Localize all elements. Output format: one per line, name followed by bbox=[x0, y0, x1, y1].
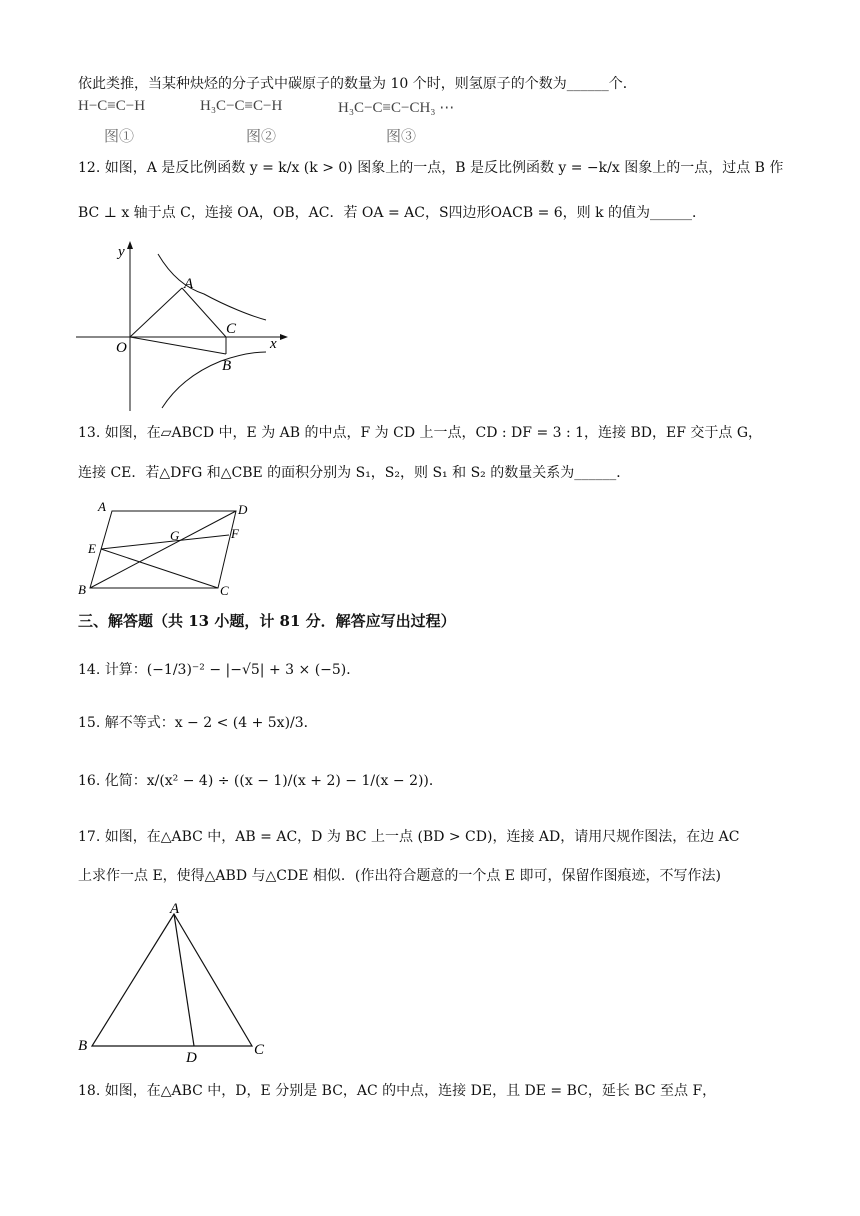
label-D: D bbox=[238, 502, 248, 517]
label-D: D bbox=[186, 1050, 197, 1066]
caption-2: 图② bbox=[246, 127, 277, 145]
molecule-3: H₃C−C≡C−CH₃ ⋯ bbox=[338, 100, 455, 116]
q17-line1: 17. 如图，在△ABC 中，AB = AC，D 为 BC 上一点 (BD > CD)，连接 AD，请用尺规作图法，在边 AC bbox=[78, 829, 740, 845]
label-C: C bbox=[254, 1042, 265, 1058]
q12-line1: 12. 如图，A 是反比例函数 y = k/x (k > 0) 图象上的一点，B 是反比例函数 y = −k/x 图象上的一点，过点 B 作 bbox=[78, 160, 784, 176]
label-E: E bbox=[88, 541, 96, 556]
label-F: F bbox=[231, 526, 239, 541]
label-B: B bbox=[78, 1038, 88, 1054]
caption-1: 图① bbox=[104, 127, 135, 145]
label-B: B bbox=[78, 582, 86, 597]
label-A: A bbox=[170, 901, 180, 917]
section-title: 三、解答题（共 13 小题，计 81 分．解答应写出过程） bbox=[78, 612, 456, 630]
label-y: y bbox=[118, 244, 125, 260]
q13-line2: 连接 CE．若△DFG 和△CBE 的面积分别为 S₁，S₂，则 S₁ 和 S₂ 的数量关系为______． bbox=[78, 465, 631, 481]
q12-line2: BC ⊥ x 轴于点 C，连接 OA，OB，AC．若 OA = AC，S四边形OACB = 6，则 k 的值为______． bbox=[78, 205, 707, 221]
molecule-1: H−C≡C−H bbox=[78, 98, 146, 114]
q12-figure bbox=[76, 236, 291, 416]
label-A: A bbox=[184, 276, 194, 292]
label-C: C bbox=[226, 321, 237, 337]
label-G: G bbox=[170, 528, 180, 543]
molecule-2: H₃C−C≡C−H bbox=[200, 98, 283, 114]
label-O: O bbox=[116, 340, 127, 356]
label-C: C bbox=[220, 583, 229, 598]
q14: 14. 计算：(−1/3)⁻² − |−√5| + 3 × (−5)． bbox=[78, 662, 361, 678]
q15: 15. 解不等式：x − 2 < (4 + 5x)/3． bbox=[78, 715, 318, 731]
q17-line2: 上求作一点 E，使得△ABD 与△CDE 相似．(作出符合题意的一个点 E 即可，保留作图痕迹，不写作法) bbox=[78, 868, 721, 884]
label-A: A bbox=[98, 499, 106, 514]
q11-text: 依此类推，当某种炔烃的分子式中碳原子的数量为 10 个时，则氢原子的个数为______个． bbox=[78, 76, 637, 92]
label-x: x bbox=[270, 336, 277, 352]
q18: 18. 如图，在△ABC 中，D，E 分别是 BC，AC 的中点，连接 DE，且 DE = BC，延长 BC 至点 F， bbox=[78, 1083, 717, 1099]
q16: 16. 化简：x/(x² − 4) ÷ ((x − 1)/(x + 2) − 1/(x − 2))． bbox=[78, 773, 443, 789]
q13-figure bbox=[76, 498, 266, 602]
q13-line1: 13. 如图，在▱ABCD 中，E 为 AB 的中点，F 为 CD 上一点，CD : DF = 3 : 1，连接 BD，EF 交于点 G， bbox=[78, 425, 763, 441]
caption-3: 图③ bbox=[386, 127, 417, 145]
q17-figure bbox=[74, 896, 274, 1066]
label-B: B bbox=[222, 358, 232, 374]
